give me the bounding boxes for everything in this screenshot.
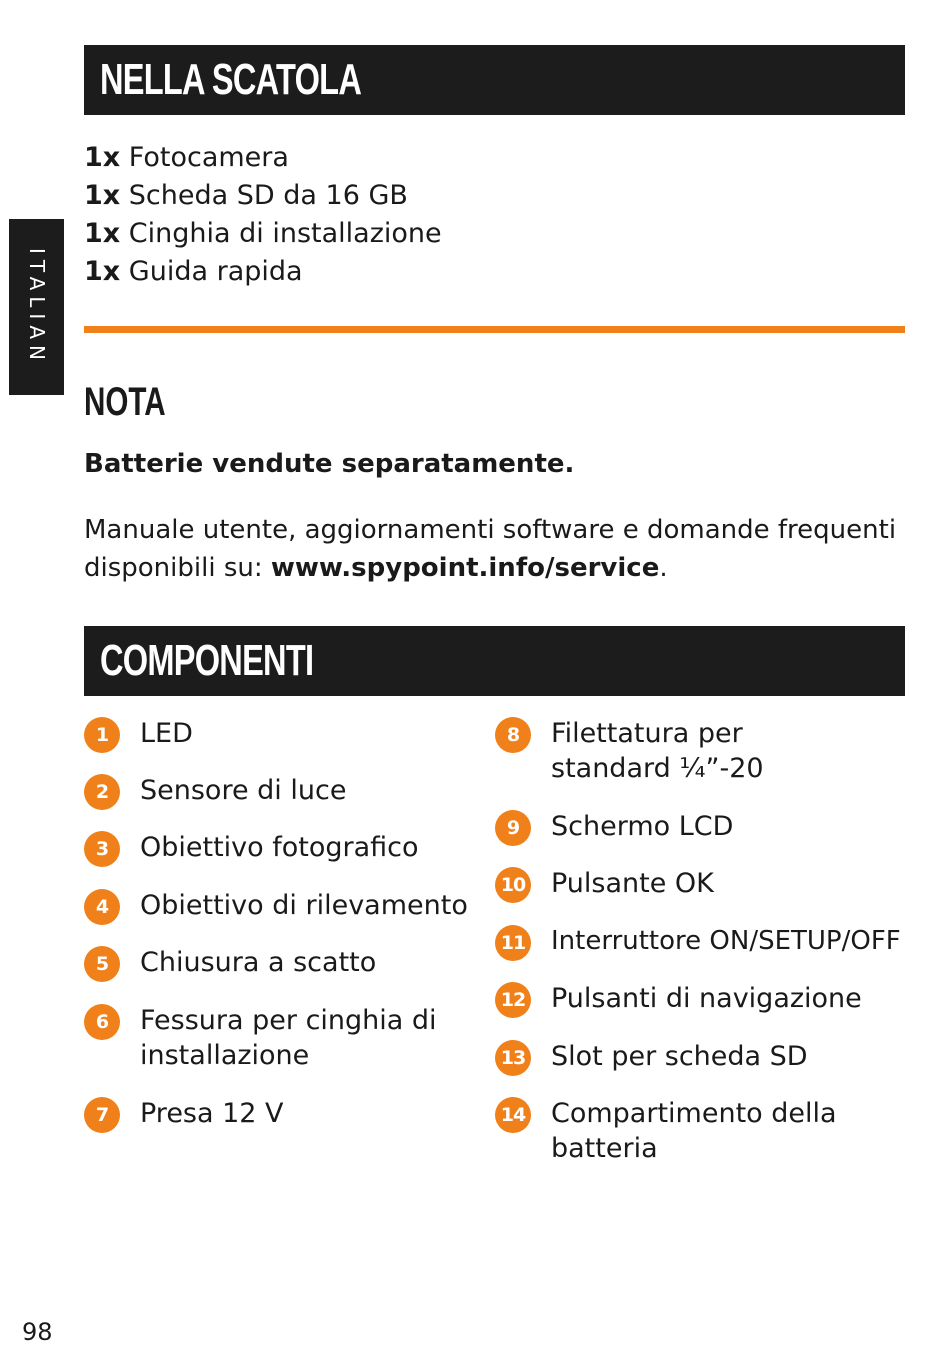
number-badge: 12 <box>495 982 531 1018</box>
component-label: Presa 12 V <box>140 1098 284 1129</box>
component-item <box>84 773 484 830</box>
number-badge: 6 <box>84 1004 120 1040</box>
component-label: Obiettivo fotografico <box>140 832 419 863</box>
component-item <box>495 809 915 866</box>
list-item <box>84 253 442 291</box>
number-badge: 1 <box>84 717 120 753</box>
list-item <box>84 139 442 177</box>
language-tab-label: ITALIAN <box>24 248 49 366</box>
language-side-tab <box>9 219 64 395</box>
number-badge: 13 <box>495 1040 531 1076</box>
component-label: Chiusura a scatto <box>140 947 377 978</box>
box-contents-list <box>84 139 442 291</box>
number-badge: 14 <box>495 1097 531 1133</box>
component-label: Compartimento della batteria <box>551 1098 837 1164</box>
item-label: Scheda SD da 16 GB <box>128 180 408 211</box>
number-badge: 4 <box>84 889 120 925</box>
component-label: Filettatura per standard ¼”-20 <box>551 718 764 784</box>
support-text: Manuale utente, aggiornamenti software e domande frequenti disponibili su: <box>84 515 897 583</box>
component-label: LED <box>140 718 193 749</box>
components-list-right <box>495 716 915 1189</box>
component-item <box>495 924 915 981</box>
component-label: Sensore di luce <box>140 775 347 806</box>
component-item <box>495 866 915 924</box>
item-quantity: 1x <box>84 180 121 211</box>
item-label: Fotocamera <box>128 142 289 173</box>
note-title: NOTA <box>84 380 166 424</box>
item-quantity: 1x <box>84 256 121 287</box>
component-item <box>495 716 915 809</box>
section-divider <box>84 326 905 333</box>
component-label: Pulsante OK <box>551 868 714 899</box>
component-label: Obiettivo di rilevamento <box>140 890 468 921</box>
list-item <box>84 177 442 215</box>
item-label: Guida rapida <box>128 256 303 287</box>
box-contents-title: NELLA SCATOLA <box>100 55 362 104</box>
component-item <box>84 888 484 945</box>
component-label: Fessura per cinghia di installazione <box>140 1005 437 1071</box>
component-label: Interruttore ON/SETUP/OFF <box>551 926 901 956</box>
support-text-end: . <box>659 553 668 583</box>
number-badge: 5 <box>84 946 120 982</box>
number-badge: 2 <box>84 774 120 810</box>
number-badge: 8 <box>495 717 531 753</box>
support-link[interactable]: www.spypoint.info/service <box>270 553 660 583</box>
component-item <box>84 830 484 888</box>
components-title: COMPONENTI <box>100 636 314 685</box>
component-item <box>84 1096 484 1153</box>
list-item <box>84 215 442 253</box>
component-label: Pulsanti di navigazione <box>551 983 862 1014</box>
item-quantity: 1x <box>84 218 121 249</box>
components-list-left <box>84 716 484 1153</box>
page-number: 98 <box>22 1318 53 1346</box>
component-item <box>84 716 484 773</box>
component-item <box>495 1039 915 1096</box>
box-contents-banner <box>84 45 905 115</box>
support-paragraph <box>84 511 914 587</box>
battery-note: Batterie vendute separatamente. <box>84 449 575 479</box>
number-badge: 11 <box>495 925 531 961</box>
number-badge: 9 <box>495 810 531 846</box>
component-item <box>495 981 915 1039</box>
item-label: Cinghia di installazione <box>128 218 442 249</box>
number-badge: 10 <box>495 867 531 903</box>
component-item <box>495 1096 915 1189</box>
number-badge: 3 <box>84 831 120 867</box>
components-banner <box>84 626 905 696</box>
component-label: Schermo LCD <box>551 811 734 842</box>
component-label: Slot per scheda SD <box>551 1041 808 1072</box>
component-item <box>84 1003 484 1096</box>
item-quantity: 1x <box>84 142 121 173</box>
number-badge: 7 <box>84 1097 120 1133</box>
component-item <box>84 945 484 1003</box>
